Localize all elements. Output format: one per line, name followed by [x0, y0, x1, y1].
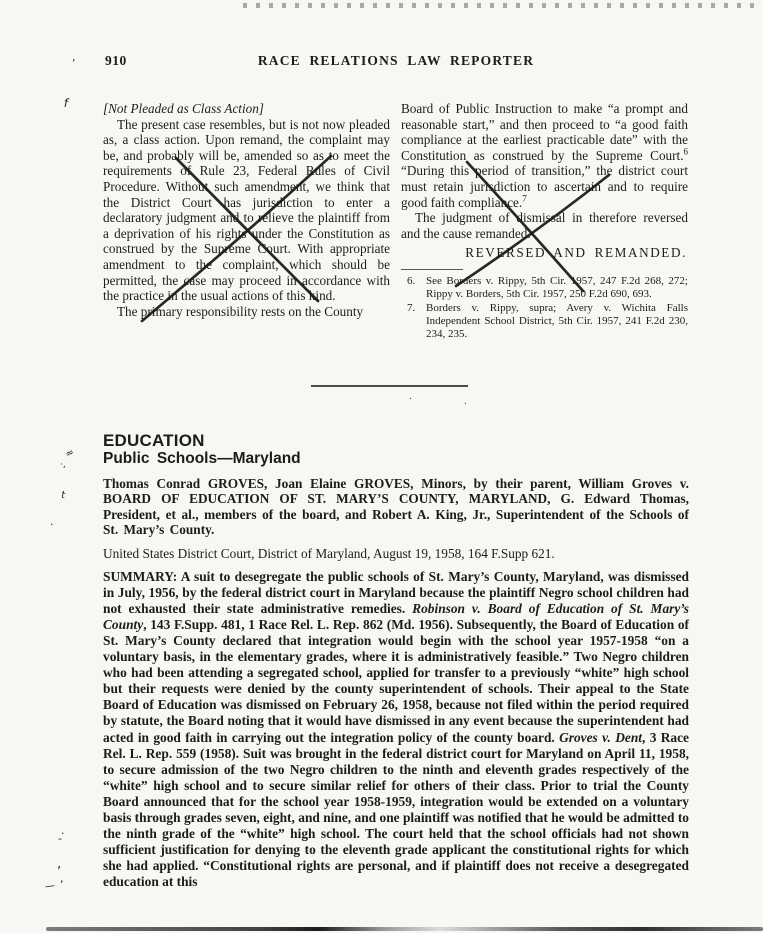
- scan-perforation-dots: [243, 3, 763, 8]
- margin-mark: .: [409, 392, 412, 402]
- margin-mark: t: [59, 489, 67, 502]
- court-line: United States District Court, District of Maryland, August 19, 1958, 164 F.Supp 621.: [103, 545, 555, 561]
- two-column-body: [103, 101, 689, 341]
- bracket-heading: [Not Pleaded as Class Action]: [103, 101, 264, 116]
- margin-mark: -: [58, 832, 62, 845]
- body-paragraph: The present case resembles, but is not now pleaded as, a class action. Upon remand, the complaint may be, and probably will be, amended so as to meet the requirements of Rule 23, Federal Rules of Civil Procedure. Without such amendment, we think that the District Court has jurisdiction to enter a declaratory judgment and to relieve the plaintiff from a deprivation of his rights under the Constitution as construed by the Supreme Court. With appropriate amendment to the complaint, which should be permitted, the case may proceed in accordance with the practice in the usual actions of this kind.: [103, 116, 390, 304]
- left-column: [103, 101, 390, 341]
- margin-mark: ≈: [63, 446, 77, 461]
- margin-mark: —: [44, 880, 56, 893]
- running-head: [103, 53, 689, 71]
- page-number: 910: [105, 53, 127, 68]
- margin-mark: .: [464, 397, 467, 407]
- right-column: [401, 101, 688, 341]
- margin-mark: ·,: [60, 460, 66, 470]
- footnote-number: 7.: [407, 301, 416, 314]
- footnote-text: See Borders v. Rippy, 5th Cir. 1957, 247 F.2d 268, 272; Rippy v. Borders, 5th Cir. 1957, 250 F.2d 690, 693.: [426, 274, 688, 301]
- case-summary: SUMMARY: A suit to desegregate the public schools of St. Mary’s County, Maryland, was dismissed in July, 1956, by the federal district court in Maryland because the plaintiff Negro school children had not exhausted their state administrative remedies. Robinson v. Board of Education of St. Mary’s County, 143 F.Supp. 481, 1 Race Rel. L. Rep. 862 (Md. 1956). Subsequently, the Board of Education of St. Mary’s County declared that integration would begin with the school year 1957-1958 “on a voluntary basis, in the elementary grades, where it is administratively feasible.” Two Negro children who had been attending a segregated school, applied for transfer to a previously “white” high school but their requests were denied by the county superintendent of schools. Their appeal to the State Board of Education was dismissed on February 26, 1958, because not filed within the period required by statute, the Board noting that it would have dismissed in any event because the superintendent had acted in good faith in carrying out the integration policy of the county board. Groves v. Dent, 3 Race Rel. L. Rep. 559 (1958). Suit was brought in the federal district court for Maryland on April 11, 1958, to secure admission of the two Negro children to the ninth and eleventh grades respectively of the “white” high school and to secure similar relief for others of their class. Prior to trial the County Board announced that for the school year 1958-1959, integration would be extended on a voluntary basis through grades seven, eight, and nine, and one plaintiff was notified that he would be admitted to the ninth grade of the “white” high school. The court held that the school officials had not shown sufficient justification for denying to the eleventh grade applicant the constitutional rights for which she had applied. “Constitutional rights are personal, and if plaintiff does not receive a desegregated education at this: [103, 568, 689, 890]
- footnote-text: Borders v. Rippy, supra; Avery v. Wichita Falls Independent School District, 5th Cir. 1957, 241 F.2d 230, 234, 235.: [426, 301, 688, 341]
- reporter-title: RACE RELATIONS LAW REPORTER: [257, 53, 535, 68]
- scan-edge-artifact: [46, 927, 763, 931]
- margin-mark: ’: [57, 865, 62, 880]
- margin-mark: ·: [61, 827, 65, 840]
- disposition-line: REVERSED AND REMANDED.: [465, 245, 687, 261]
- body-paragraph: Board of Public Instruction to make “a prompt and reasonable start,” and then proceed to “a good faith compliance at the earliest practicable date” with the Constitution as construed by the Supreme Court.$^6$ “During this period of transition,” the district court must retain jurisdiction to ascertain and to require good faith compliance.$^7$: [401, 101, 688, 210]
- footnote-number: 6.: [407, 274, 416, 287]
- margin-mark: ,: [60, 872, 64, 885]
- margin-mark: f: [62, 95, 70, 111]
- section-subheading: Public Schools—Maryland: [103, 450, 301, 467]
- section-divider: [311, 385, 468, 387]
- margin-mark: ’: [72, 57, 76, 70]
- footnote: [401, 302, 688, 342]
- footnote: [401, 275, 688, 302]
- body-paragraph: The judgment of dismissal in therefore reversed and the cause remanded.: [401, 210, 688, 241]
- section-heading: EDUCATION: [103, 431, 205, 450]
- footnote-rule: [401, 269, 463, 270]
- body-paragraph: The primary responsibility rests on the County: [117, 303, 364, 319]
- education-section: [103, 431, 689, 891]
- case-title: Thomas Conrad GROVES, Joan Elaine GROVES, Minors, by their parent, William Groves v. BOARD OF EDUCATION OF ST. MARY’S COUNTY, MARYLAND, G. Edward Thomas, President, et al., members of the board, and Robert A. King, Jr., Superintendent of the Schools of St. Mary’s County.: [103, 476, 689, 538]
- margin-mark: .: [50, 515, 54, 528]
